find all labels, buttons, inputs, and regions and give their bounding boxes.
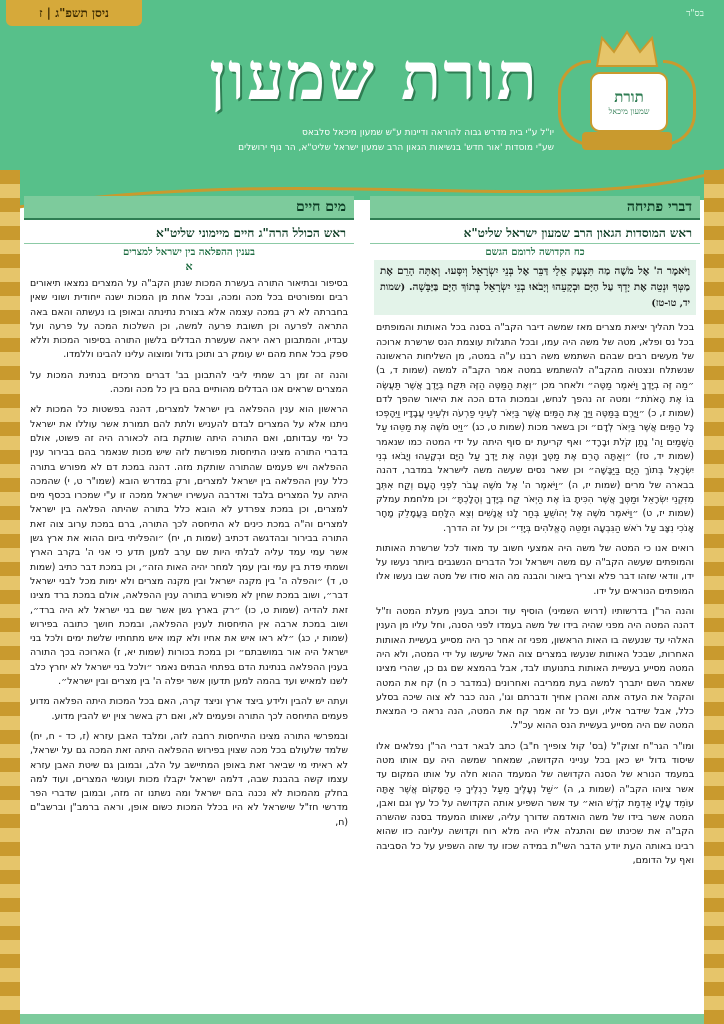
- article-body: [370, 321, 700, 868]
- masthead-subline-2: שע"י מוסדות 'אור חדש' בנשיאות הגאון הרב שמעון ישראל שליט"א, הר נוף ירושלים: [238, 143, 554, 153]
- emblem-base: [582, 132, 672, 150]
- column-opening-words: [370, 196, 700, 1024]
- masthead-title: תורת שמעון: [209, 37, 539, 115]
- emblem-subtitle: שמעון מיכאל: [608, 107, 650, 116]
- crown-icon: [592, 28, 662, 68]
- paragraph: ומו"ר הגר"ח זצוק"ל (בס' קול צופייך ח"ב) כתב לבאר דברי הר"ן נפלאים אלו שיסוד גדול יש כאן בכל ענייני הקדושה, שמאחר שמשה היה עם אותו מטה במעמד הנורא של הסנה הקדושה של המעמד ההוא חלה על אותו המקום עד אשר ציוהו הקב"ה (שמות ג, ה) ״שַׁל נְעָלֶיךָ מֵעַל רַגְלֶיךָ כִּי הַמָּקוֹם אֲשֶׁר אַתָּה עוֹמֵד עָלָיו אַדְמַת קֹדֶשׁ הוּא״ עד אשר השפיע אותה הקדושה על כל עץ וגם ואבן, המטה אשר בידו של משה הואדמה שדורך עליה, שאותו המעמד בסנה שהשרה הקב"ה את שכינתו שם והתגלה אליו היה מלא רוח וקדושה עליונה כזו שהוא רבינו באותה העת יודע הדבר השי"ת במידה שכזו עד שזה השפיע על כל הסביבה ואף על הדומם,: [376, 740, 694, 867]
- column-title: דברי פתיחה: [370, 196, 700, 220]
- verse-reference: (שמות יד, טו-טז): [380, 281, 690, 309]
- issue-date: ניסן תשפ"ג | ז: [39, 5, 109, 20]
- paragraph: והנה הר"ן בדרשותיו (דרוש השמיני) הוסיף עוד וכתב בענין מעלת המטה וז"ל דהנה המטה היה מפני שהיה בידו של משה בעמדו לפני הסנה, וחל עליו מן הענין האלהי עד שנעשה בו האות הראשון, מפני זה אחר כך היה מסייע בעשיית האותות האחרות, שבכל האותות שנעשו במצרים צוה האל שיעשו על ידי המטה, ולא היה המטה מסייע בעשיית האותות בתנועתו לבד, אבל בהמצא שם גם כן, שהרי מצינו שאמר השם יתברך למשה בעת ממריבה ואחרונים (במדבר כ ח) קח את המטה והקהל את העדה אתה ואהרן אחיך ודברתם וגו', הנה כבר לא צוה שיכה בסלע כלל, אבל שידבר אליו, ועם כל זה אמר קח את המטה, הנה נראה כי המצאת המטה שם היה מסייע בעשיית הנס ההוא עכ"ל.: [376, 606, 694, 732]
- verse-text: וַיֹּאמֶר ה' אֶל מֹשֶׁה מַה תִּצְעַק אֵלָי דַּבֵּר אֶל בְּנֵי יִשְׂרָאֵל וְיִסָּעוּ. וְאַתָּה הָרֵם אֶת מַטְּךָ וּנְטֵה אֶת יָדְךָ עַל הַיָּם וּבְקָעֵהוּ וְיָבֹאוּ בְנֵי יִשְׂרָאֵל בְּתוֹךְ הַיָּם בַּיַּבָּשָׁה.: [380, 265, 691, 293]
- bsd-mark: בס"ד: [686, 9, 704, 19]
- paragraph: ובמפרשי התורה מצינו התייחסות רחבה לזה, ומלבד האבן עזרא (ז, כד - ח, יח) שלמד שלעולם בכל מכה שצוין בפירוש ההפלאה היתה זאת המכה גם על ישראל, לא ראיתי מי שביאר זאת באופן המתיישב על הלב, ובמובן גם שיטת האבן עזרא עצמו קשה בהבנת שבה, דלמה ישראל יקבלו מכות ועונשי המצרים, ועוד למה בחלק מהמכות לא נכנה בהם ישראל ומה נשתנו זה מזה, ובמובן שדברי הפר מדרשי חז"ל שישראל לא היו בכלל המכות כשום אופן, וראה ברמב"ן וברשב"ם (ח,: [30, 730, 348, 828]
- section-heading: בענין ההפלאה בין ישראל למצרים: [123, 247, 255, 258]
- section-heading: כח הקדושה לרומם הגשם: [485, 247, 585, 258]
- article-body: [24, 277, 354, 830]
- emblem-plate: [590, 72, 668, 132]
- paragraph: והנה זה זמן רב שמתי ליבי להתבונן בב' דברים מרכזים בנתינת המכות על המצרים שראים אנו הבדלים מהותיים בהם בין כל מכה ומכה.: [30, 369, 348, 396]
- section-letter: א: [185, 260, 193, 273]
- emblem-title: תורת: [614, 88, 644, 106]
- masthead-emblem: [552, 24, 702, 164]
- paragraph: ועתה יש להבין ולידע ביצד ארץ וניצד קרה, האם בכל המכות היתה הפלאה מדוע פעמים התיחסה לכך התורה ופעמים לא, ואם רק באשר צוין יש להבין מדוע.: [30, 696, 348, 722]
- paragraph: הראשון הוא ענין ההפלאה בין ישראל למצרים, דהנה בפשטות כל המכות לא ניתנו אלא על המצרים לבדם להעניש ולתת להם תמורת אשר עוללו את ישראל כל ימי עבדותם, ואם התורה היתה שותקת בזה לכאורה היה זה פשוט, אולם בדברי התורה מצינו התיחסות מפורשת לזה שיש מכות שנאמר בהם בבירור ענין ההפלאה ויש פעמים שהתורה שותקת מזה. דהנה במכת דם לא מפורש בתורה כלל ענין ההפלאה בין ישראל למצרים, ורק במדרש הובא (שמו"ר ט, י) שהמכה היתה על המצרים בלבד ואדרבה העשירו ישראל ממכה זו ע"י שמכרו בכסף מים למצרים, וכן במכת צפרדע לא הובא כלל בתורה שהיתה הפלאה בין ישראל למצרים וה"ה במכת כינים לא התיחסה לכך התורה, ברם במכת ערוב צוה זאת התורה בבירור ובהדגשה דכתיב (שמות ח, יח) ״והפליתי ביום ההוא את ארץ גשן אשר עמי עמד עליה לבלתי היות שם ערב למען תדע כי אני ה' בקרב הארץ ושמתי פדת בין עמי ובין עמך למחר יהיה האות הזה״, וכן במכת דבר כתיב (שמות ט, ד) ״והפלה ה' בין מקנה ישראל ובין מקנה מצרים ולא ימות מכל לבני ישראל דבר״, ושוב במכת שחין לא מפורש בתורה ענין ההפלאה, אולם במכת ברד מצינו זאת להדיה (שמות ט, כו) ״רק בארץ גשן אשר שם בני ישראל לא היה ברד״, ושוב במכת ארבה אין התיחסות לענין ההפלאה, ובמכת חושך כתובה בפירוש (שמות י, כג) ״לא ראו איש את אחיו ולא קמו איש מתחתיו שלשת ימים ולכל בני ישראל היה אור במושבתם״ וכן במכת בכורות (שמות יא, ז) הארוכה בכך התורה בענין ההפלאה בנתינת הדם בפתחי הבתים נאמר ״ולכל בני ישראל לא יחרץ כלב לשנו למאיש ועד בהמה למען תדעון אשר יפלה ה' בין מצרים ובין ישראל״.: [30, 404, 348, 688]
- paragraph: רואים אנו כי המטה של משה היה אמצעי חשוב עד מאוד לכל שרשרת האותות והמופתים שעשה הקב"ה עם משה וישראל וכל הדברים הנשגבים ביותר נעשו על ידו, וודאי שזהו דבר פלא וצריך ביאור והבנה מה הוא סודו של מטה שבו נעשו אלו המופתים הנוראים על ידו.: [376, 542, 694, 597]
- masthead-subline-1: יו"ל ע"י בית מדרש גבוה להוראה ודיינות ע"ש שמעון מיכאל סלבאס: [302, 128, 554, 138]
- footer-band: [20, 1014, 704, 1024]
- column-living-waters: [24, 196, 354, 1024]
- verse-quote: [374, 260, 696, 315]
- paragraph: בכל תהליך יציאת מצרים מאז שמשה דיבר הקב"ה בסנה בכל האותות והמופתים בכל נס ופלא, מטה של משה היה עמו, ובכל התגלות עוצמת הנס שרשרת ארוכה של מעשים רבים שבהם השתמש משה רבנו ע"ה במטה, מן השליחות הראשונה שנשתלח ונצטוה מהקב"ה להשתמש במטה אמר הקב"ה למשה (שמות ד, ב) ״מַה זֶּה בְיָדֶךָ וַיֹּאמֶר מַטֶּה״ ולאחר מכן ״וְאֶת הַמַּטֶּה הַזֶּה תִּקַּח בְּיָדֶךָ אֲשֶׁר תַּעֲשֶׂה בּוֹ אֶת הָאֹתֹת״ ומטה זה נהפך לנחש, ובמכות הדם הכה את היאור שהפך לדם (שמות ז, כ) ״וַיָּרֶם בַּמַּטֶּה וַיַּךְ אֶת הַמַּיִם אֲשֶׁר בַּיְאֹר לְעֵינֵי פַרְעֹה וּלְעֵינֵי עֲבָדָיו וַיֵּהָפְכוּ כָּל הַמַּיִם אֲשֶׁר בַּיְאֹר לְדָם״ וכן בשאר מכות (שמות ט, כג) ״וַיֵּט מֹשֶׁה אֶת מַטֵּהוּ עַל הַשָּׁמַיִם וַה' נָתַן קֹלֹת וּבָרָד״ ואף קריעת ים סוף היתה על ידי המטה כמו שנאמר (שמות יד, טז) ״וְאַתָּה הָרֵם אֶת מַטְּךָ וּנְטֵה אֶת יָדְךָ עַל הַיָּם וּבְקָעֵהוּ וְיָבֹאוּ בְנֵי יִשְׂרָאֵל בְּתוֹךְ הַיָּם בַּיַּבָּשָׁה״ וכן שאר נסים שעשה משה לישראל במדבר, דהנה בבארה של מרים (שמות יז, ה) ״וַיֹּאמֶר ה' אֶל מֹשֶׁה עֲבֹר לִפְנֵי הָעָם וְקַח אִתְּךָ מִזִּקְנֵי יִשְׂרָאֵל וּמַטְּךָ אֲשֶׁר הִכִּיתָ בּוֹ אֶת הַיְאֹר קַח בְּיָדְךָ וְהָלָכְתָּ״ וכן מלחמת עמלק (שמות יז, ט) ״וַיֹּאמֶר מֹשֶׁה אֶל יְהוֹשֻׁעַ בְּחַר לָנוּ אֲנָשִׁים וְצֵא הִלָּחֵם בַּעֲמָלֵק מָחָר אָנֹכִי נִצָּב עַל רֹאשׁ הַגִּבְעָה וּמַטֵּה הָאֱלֹהִים בְּיָדִי״ וכן על זה הדרך.: [376, 322, 694, 534]
- gold-border-left: [0, 170, 20, 1024]
- column-author: ראש הכולל הרה"ג חיים מיימוני שליט"א: [24, 220, 354, 244]
- column-author: ראש המוסדות הגאון הרב שמעון ישראל שליט"א: [370, 220, 700, 244]
- issue-date-tab: [6, 0, 142, 26]
- gold-border-right: [704, 170, 724, 1024]
- column-title: מים חיים: [24, 196, 354, 220]
- paragraph: בסיפור ובתיאור התורה בעשרת המכות שנתן הקב"ה על המצרים נמצאו תיאורים רבים ומפורטים בכל מכה ומכה, ובכל אחת מן המכות ישנה ייחודית ושוני שאין בחברתה לא רק במכה עצמה אלא בצורת נתינתה ובאופן בו נעשתה והאם באה התראה לפרעה וכן תשובת פרעה למשה, וכן השלכות המכה על פרעה ועל עבדיו, והמתבונן ראה יראה שעשרת הבדלים בלשון התורה בסיפור המכות וללא ספק בכל אחת מהם יש עומק רב ותוכן גדול ומוצוה עלינו להבינו וללמדו.: [30, 278, 348, 361]
